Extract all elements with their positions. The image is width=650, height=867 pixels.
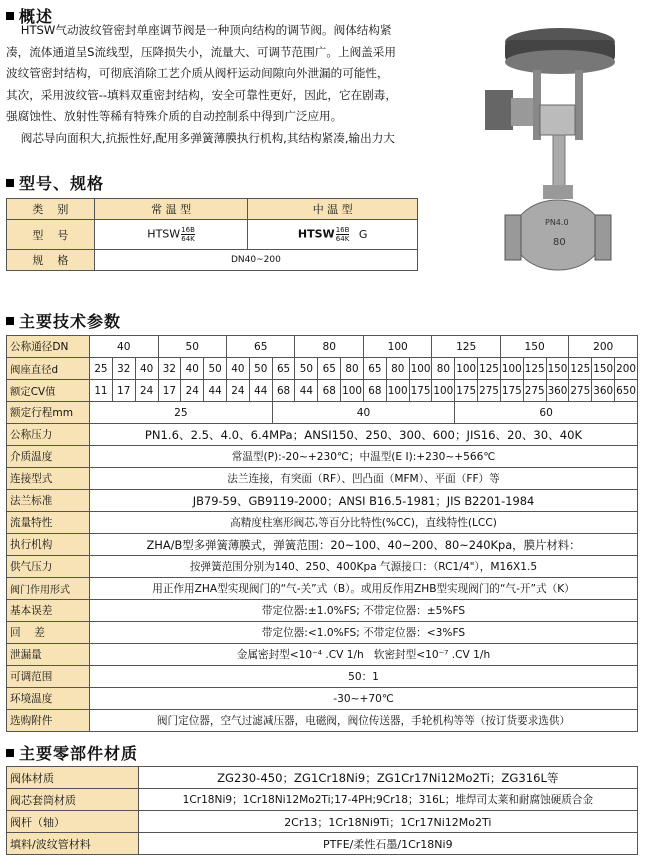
table-cell: DN40~200 (94, 250, 417, 271)
table-cell: 44 (204, 380, 227, 402)
table-cell: 175 (409, 380, 432, 402)
table-cell: 选购附件 (7, 710, 90, 732)
table-cell: 50 (158, 336, 226, 358)
table-row (7, 644, 638, 666)
table-cell: 40 (181, 358, 204, 380)
model-code: HTSW (147, 227, 181, 241)
table-row (7, 666, 638, 688)
table-cell: 泄漏量 (7, 644, 90, 666)
table-cell: 法兰标准 (7, 490, 90, 512)
table-cell: 法兰连接，有突面（RF）、凹凸面（MFM）、平面（FF）等 (90, 468, 638, 490)
table-cell: -30~+70℃ (90, 688, 638, 710)
table-cell: PTFE/柔性石墨/1Cr18Ni9 (138, 833, 637, 855)
tech-heading: 主要技术参数 (6, 309, 121, 332)
valve-pn-label: PN4.0 (545, 218, 569, 227)
table-cell: 100 (386, 380, 409, 402)
table-cell: 11 (90, 380, 113, 402)
table-cell: 65 (272, 358, 295, 380)
table-cell: 125 (569, 358, 592, 380)
materials-heading: 主要零部件材质 (6, 741, 138, 764)
overview-line: 其次，采用波纹管--填料双重密封结构，安全可靠性更好，因此，它在剧毒， (6, 87, 397, 102)
table-row (7, 833, 638, 855)
table-cell: 125 (478, 358, 501, 380)
table-cell: 200 (569, 336, 638, 358)
table-cell: 175 (500, 380, 523, 402)
table-cell: 1Cr18Ni9；1Cr18Ni12Mo2Ti;17-4PH;9Cr18；316L；堆焊司太莱和耐腐蚀硬质合金 (138, 789, 637, 811)
table-cell: 基本误差 (7, 600, 90, 622)
table-row (7, 600, 638, 622)
table-cell: 65 (226, 336, 294, 358)
table-cell: JB79-59、GB9119-2000；ANSI B16.5-1981；JIS B2201-1984 (90, 490, 638, 512)
table-cell: 44 (249, 380, 272, 402)
table-cell: 32 (112, 358, 135, 380)
table-cell: 100 (363, 336, 431, 358)
table-row (7, 622, 638, 644)
table-cell: 连接型式 (7, 468, 90, 490)
table-row (7, 710, 638, 732)
table-row (7, 578, 638, 600)
table-cell: 阀门定位器，空气过滤减压器，电磁阀，阀位传送器，手轮机构等等（按订货要求选供） (90, 710, 638, 732)
table-cell: 150 (500, 336, 568, 358)
table-cell: 阀芯套筒材质 (7, 789, 139, 811)
table-cell: 阀体材质 (7, 767, 139, 789)
table-cell: 常 温 型 (94, 199, 248, 220)
table-cell: 150 (592, 358, 615, 380)
table-cell: 公称压力 (7, 424, 90, 446)
table-cell: 68 (363, 380, 386, 402)
table-row (7, 767, 638, 789)
overview-paragraph (6, 20, 446, 150)
overview-line: 阀芯导向面积大,抗振性好,配用多弹簧薄膜执行机构,其结构紧凑,输出力大 (6, 130, 395, 145)
table-row (7, 534, 638, 556)
tech-table (6, 335, 638, 732)
table-row (7, 424, 638, 446)
table-cell: 40 (226, 358, 249, 380)
table-cell: 100 (409, 358, 432, 380)
model-fraction: $\frac{16B}{64K}$ (335, 226, 350, 243)
table-cell: 阀门作用形式 (7, 578, 90, 600)
table-cell: 32 (158, 358, 181, 380)
table-row (7, 811, 638, 833)
table-cell: 用正作用ZHA型实现阀门的“气-关”式（B）。或用反作用ZHB型实现阀门的“气-开”式（K） (90, 578, 638, 600)
table-row (7, 402, 638, 424)
table-cell: 650 (615, 380, 638, 402)
overview-heading: 概述 (6, 4, 53, 27)
table-cell: 100 (500, 358, 523, 380)
table-row (7, 556, 638, 578)
table-cell: 中 温 型 (248, 199, 418, 220)
table-cell: 25 (90, 402, 273, 424)
table-cell: ZHA/B型多弹簧薄膜式，弹簧范围：20~100、40~200、80~240Kpa，膜片材料： (90, 534, 638, 556)
table-cell: 40 (272, 402, 455, 424)
table-cell: 带定位器:<1.0%FS; 不带定位器：<3%FS (90, 622, 638, 644)
overview-line: 波纹管密封结构，可彻底消除工艺介质从阀杆运动间隙向外泄漏的可能性， (6, 66, 389, 81)
table-cell: 回 差 (7, 622, 90, 644)
table-cell: 40 (135, 358, 158, 380)
table-cell: 型 号 (7, 220, 95, 250)
table-cell: 125 (432, 336, 500, 358)
table-cell: 25 (90, 358, 113, 380)
bullet-square-icon (6, 179, 14, 187)
table-cell: 类 别 (7, 199, 95, 220)
table-cell: 2Cr13；1Cr18Ni9Ti；1Cr17Ni12Mo2Ti (138, 811, 637, 833)
table-cell: 44 (295, 380, 318, 402)
table-cell: 填料/波纹管材料 (7, 833, 139, 855)
materials-table (6, 766, 638, 855)
bullet-square-icon (6, 749, 14, 757)
table-cell: 68 (318, 380, 341, 402)
table-row (7, 380, 638, 402)
bullet-square-icon (6, 317, 14, 325)
table-cell: 阀座直径d (7, 358, 90, 380)
overview-line: 强腐蚀性、放射性等稀有特殊介质的自动控制系中得到广泛应用。 (6, 109, 343, 124)
table-cell (94, 220, 248, 250)
table-row (7, 512, 638, 534)
model-heading: 型号、规格 (6, 171, 104, 194)
table-cell: ZG230-450；ZG1Cr18Ni9；ZG1Cr17Ni12Mo2Ti；ZG316L等 (138, 767, 637, 789)
valve-dn-label: 80 (553, 237, 566, 248)
table-cell: 50 (204, 358, 227, 380)
table-cell: 规 格 (7, 250, 95, 271)
table-cell: 50：1 (90, 666, 638, 688)
table-cell: 高精度柱塞形阀芯,等百分比特性(%CC)，直线特性(LCC) (90, 512, 638, 534)
table-cell: 100 (432, 380, 455, 402)
table-cell: 额定CV值 (7, 380, 90, 402)
table-cell: 150 (546, 358, 569, 380)
table-cell: 68 (272, 380, 295, 402)
table-cell: 40 (90, 336, 158, 358)
table-row (7, 358, 638, 380)
table-cell: 100 (341, 380, 364, 402)
overview-line: 凑，流体通道呈S流线型，压降损失小，流量大、可调节范围广。上阀盖采用 (6, 44, 396, 59)
model-suffix: G (358, 227, 368, 241)
table-cell: 80 (295, 336, 363, 358)
table-cell: 80 (386, 358, 409, 380)
table-cell (248, 220, 418, 250)
table-cell: 175 (455, 380, 478, 402)
table-cell: 公称通径DN (7, 336, 90, 358)
table-cell: 360 (592, 380, 615, 402)
table-cell: 可调范围 (7, 666, 90, 688)
bullet-square-icon (6, 12, 14, 20)
table-cell: 80 (432, 358, 455, 380)
table-row (7, 490, 638, 512)
table-cell: 200 (615, 358, 638, 380)
table-cell: 50 (295, 358, 318, 380)
table-cell: 60 (455, 402, 638, 424)
table-cell: 80 (341, 358, 364, 380)
table-cell: 125 (523, 358, 546, 380)
valve-product-image (445, 20, 645, 290)
table-cell: 金属密封型<10⁻⁴ .CV 1/h 软密封型<10⁻⁷ .CV 1/h (90, 644, 638, 666)
table-cell: 执行机构 (7, 534, 90, 556)
table-cell: 50 (249, 358, 272, 380)
table-cell: 17 (158, 380, 181, 402)
table-cell: 17 (112, 380, 135, 402)
table-row (7, 199, 418, 220)
table-cell: 100 (455, 358, 478, 380)
overview-line: HTSW气动波纹管密封单座调节阀是一种顶向结构的调节阀。阀体结构紧 (6, 23, 392, 37)
table-cell: 24 (181, 380, 204, 402)
table-cell: 65 (363, 358, 386, 380)
model-fraction: $\frac{16B}{64K}$ (181, 226, 195, 243)
table-row (7, 446, 638, 468)
table-row (7, 220, 418, 250)
table-cell: 流量特性 (7, 512, 90, 534)
table-row (7, 688, 638, 710)
table-cell: 常温型(P):-20~+230℃；中温型(E I):+230~+566℃ (90, 446, 638, 468)
model-table (6, 198, 418, 271)
table-cell: 带定位器:±1.0%FS; 不带定位器：±5%FS (90, 600, 638, 622)
table-cell: 介质温度 (7, 446, 90, 468)
table-row (7, 789, 638, 811)
table-row (7, 250, 418, 271)
table-cell: 按弹簧范围分别为140、250、400Kpa 气源接口：（RC1/4"），M16X1.5 (90, 556, 638, 578)
table-row (7, 468, 638, 490)
table-cell: 275 (523, 380, 546, 402)
table-cell: 阀杆（轴） (7, 811, 139, 833)
table-cell: 360 (546, 380, 569, 402)
table-cell: 275 (569, 380, 592, 402)
table-cell: 24 (226, 380, 249, 402)
model-code: HTSW (297, 227, 335, 241)
table-cell: 65 (318, 358, 341, 380)
table-cell: PN1.6、2.5、4.0、6.4MPa；ANSI150、250、300、600；JIS16、20、30、40K (90, 424, 638, 446)
table-cell: 额定行程mm (7, 402, 90, 424)
table-cell: 24 (135, 380, 158, 402)
table-row (7, 336, 638, 358)
table-cell: 275 (478, 380, 501, 402)
table-cell: 供气压力 (7, 556, 90, 578)
table-cell: 环境温度 (7, 688, 90, 710)
